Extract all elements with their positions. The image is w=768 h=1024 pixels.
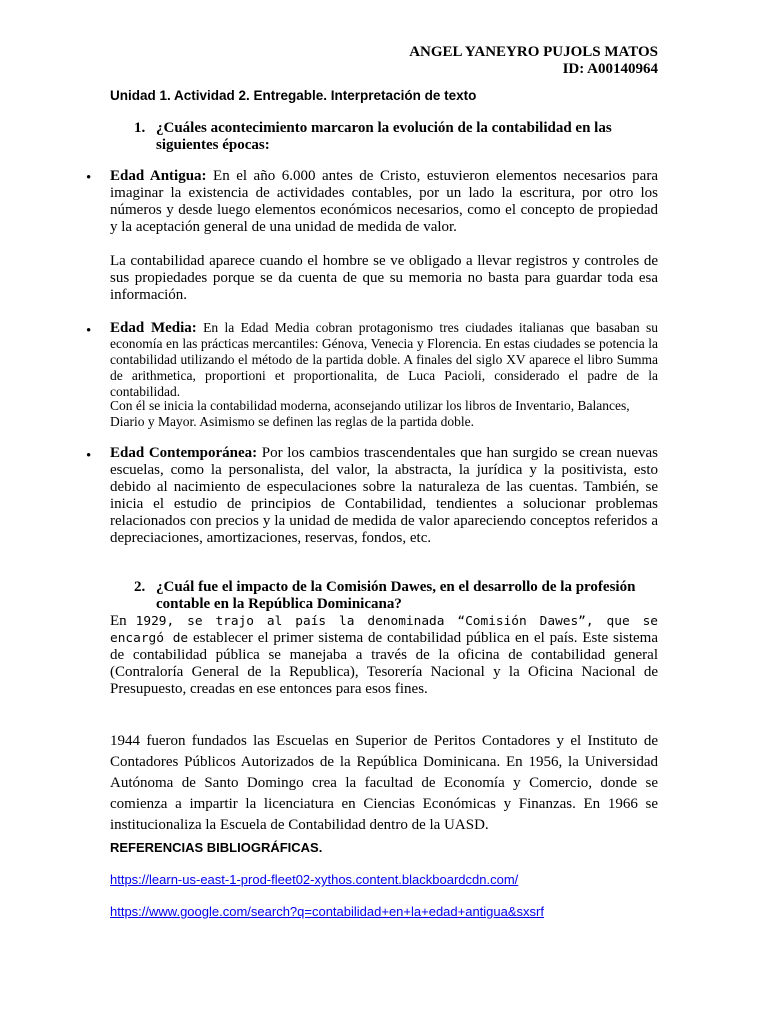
reference-link-2[interactable]: https://www.google.com/search?q=contabilidad+en+la+edad+antigua&sxsrf	[110, 904, 544, 919]
contemporanea-label: Edad Contemporánea:	[110, 445, 258, 461]
media-text: En la Edad Media cobran protagonismo tres ciudades italianas que basaban su economía en las prácticas mercantiles: Génova, Venecia y Florencia. En estas ciudades se potencia la contabilidad utilizando el método de la partida doble. A finales del siglo XV aparece el libro Summa de arithmetica, proportioni et proportionalita, de Luca Pacioli, considerado el padre de la contabilidad.	[110, 320, 659, 399]
antigua-text: En el año 6.000 antes de Cristo, estuvieron elementos necesarios para imaginar la existencia de actividades contables, por un lado la escritura, por otro los números y desde luego elementos económicos necesarios, como el concepto de propiedad y la aceptación general de una unidad de medida de valor.	[110, 168, 658, 235]
contemporanea-paragraph	[110, 445, 658, 547]
contemporanea-text: Por los cambios trascendentales que han surgido se crean nuevas escuelas, como la personalista, del valor, la abstracta, la jurídica y la positivista, esto debido al nacimiento de especulaciones sobre la naturaleza de las cuentas. También, se inicia el estudio de principios de Contabilidad, tendientes a solucionar problemas relacionados con precios y la unidad de medida de valor apareciendo conceptos referidos a depreciaciones, amortizaciones, reservas, fondos, etc.	[110, 445, 658, 546]
answer-2-paragraph	[110, 613, 658, 698]
document-header	[409, 44, 658, 78]
bullet-contemporanea: •	[86, 448, 92, 464]
question-2-text: ¿Cuál fue el impacto de la Comisión Dawes, en el desarrollo de la profesión contable en la República Dominicana?	[156, 579, 636, 612]
bullet-media: •	[86, 323, 92, 339]
student-id: ID: A00140964	[562, 61, 658, 77]
answer-2-rest: establecer el primer sistema de contabilidad pública en el país. Este sistema de contabilidad pública se manejaba a través de la oficina de contabilidad general (Contraloría General de la Republica), Tesorería Nacional y la Oficina Nacional de Presupuesto, creadas en ese entonces para esos fines.	[110, 630, 658, 697]
media-paragraph-2: Con él se inicia la contabilidad moderna, aconsejando utilizar los libros de Inventario, Balances, Diario y Mayor. Asimismo se definen las reglas de la partida doble.	[110, 398, 630, 429]
media-paragraph	[110, 320, 658, 400]
question-2-number: 2.	[134, 579, 146, 595]
answer-2-mono-text: 1929, se trajo al país la denominada “Comisión Dawes”, que se encargó de	[110, 614, 658, 646]
answer-2-paragraph-2: 1944 fueron fundados las Escuelas en Superior de Peritos Contadores y el Instituto de Contadores Públicos Autorizados de la República Dominicana. En 1956, la Universidad Autónoma de Santo Domingo crea la facultad de Economía y Comercio, donde se comienza a impartir la licenciatura en Ciencias Económicas y Finanzas. En 1966 se institucionaliza la Escuela de Contabilidad dentro de la UASD.	[110, 733, 658, 833]
question-1-number: 1.	[134, 120, 146, 136]
antigua-paragraph	[110, 168, 658, 236]
media-label: Edad Media:	[110, 320, 197, 336]
author-name: ANGEL YANEYRO PUJOLS MATOS	[409, 44, 658, 60]
answer-2-start: En	[110, 613, 136, 629]
bullet-antigua: •	[86, 170, 92, 186]
reference-link-1[interactable]: https://learn-us-east-1-prod-fleet02-xythos.content.blackboardcdn.com/	[110, 872, 519, 887]
references-title: REFERENCIAS BIBLIOGRÁFICAS.	[110, 840, 323, 855]
antigua-label: Edad Antigua:	[110, 168, 207, 184]
question-1-text: ¿Cuáles acontecimiento marcaron la evolución de la contabilidad en las siguientes épocas:	[156, 120, 612, 153]
antigua-paragraph-2: La contabilidad aparece cuando el hombre se ve obligado a llevar registros y controles de sus propiedades porque se da cuenta de que su memoria no basta para guardar toda esa información.	[110, 253, 658, 303]
unit-title: Unidad 1. Actividad 2. Entregable. Interpretación de texto	[110, 88, 477, 103]
